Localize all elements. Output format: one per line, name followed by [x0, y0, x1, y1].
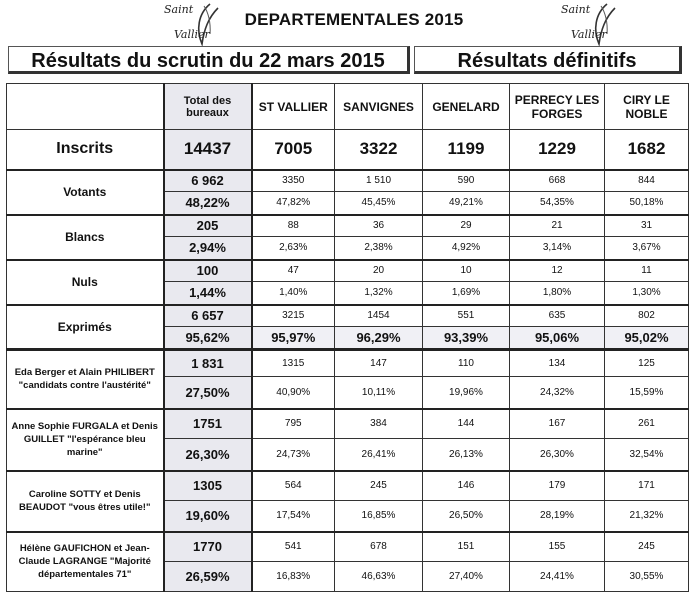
header-total: Total des bureaux — [164, 84, 252, 130]
candidate-2-count: 144 — [423, 409, 510, 439]
inscrits-label: Inscrits — [7, 130, 164, 170]
saint-vallier-logo-icon — [555, 0, 625, 50]
saint-vallier-logo-icon — [158, 0, 228, 50]
blancs-pct: 3,67% — [605, 237, 689, 260]
nuls-pct: 1,69% — [423, 282, 510, 305]
candidate-2-total-pct: 26,30% — [164, 439, 252, 471]
blancs-pct: 2,38% — [335, 237, 423, 260]
candidate-3-pct: 17,54% — [252, 501, 335, 532]
candidate-4-count: 245 — [605, 532, 689, 562]
header-sanvignes: SANVIGNES — [335, 84, 423, 130]
nuls-total: 100 — [164, 260, 252, 282]
nuls-pct: 1,32% — [335, 282, 423, 305]
candidate-4-count: 678 — [335, 532, 423, 562]
candidate-1-total-pct: 27,50% — [164, 377, 252, 409]
votants-label: Votants — [7, 170, 164, 215]
exprimes-label: Exprimés — [7, 305, 164, 350]
exprimes-pct: 96,29% — [335, 327, 423, 350]
candidate-4-pct: 16,83% — [252, 562, 335, 592]
candidate-4-pct: 27,40% — [423, 562, 510, 592]
blancs-label: Blancs — [7, 215, 164, 260]
votants-total-pct: 48,22% — [164, 192, 252, 215]
candidate-2-count: 795 — [252, 409, 335, 439]
blancs-count-row — [7, 215, 689, 237]
exprimes-pct: 95,97% — [252, 327, 335, 350]
nuls-pct: 1,30% — [605, 282, 689, 305]
candidate-4-pct: 30,55% — [605, 562, 689, 592]
candidate-3-label — [7, 471, 164, 532]
logo-line1: Saint — [164, 3, 194, 16]
candidate-1-pct: 10,11% — [335, 377, 423, 409]
candidate-4-total: 1770 — [164, 532, 252, 562]
candidate-4-count: 155 — [510, 532, 605, 562]
candidate-3-pct: 21,32% — [605, 501, 689, 532]
table-header-row — [7, 84, 689, 130]
document-title: DEPARTEMENTALES 2015 — [244, 10, 464, 29]
nuls-pct: 1,80% — [510, 282, 605, 305]
inscrits-total: 14437 — [164, 130, 252, 170]
candidate-3-count: 245 — [335, 471, 423, 501]
votants-pct: 50,18% — [605, 192, 689, 215]
blancs-pct: 4,92% — [423, 237, 510, 260]
candidate-3-pct: 28,19% — [510, 501, 605, 532]
election-results-table — [6, 83, 689, 592]
candidate-name-line: Hélène GAUFICHON et Jean- — [19, 543, 150, 555]
nuls-total-pct: 1,44% — [164, 282, 252, 305]
candidate-4-total-pct: 26,59% — [164, 562, 252, 592]
votants-count: 668 — [510, 170, 605, 192]
exprimes-count: 1454 — [335, 305, 423, 327]
logo-line1: Saint — [561, 3, 591, 16]
candidate-name-line: GUILLET "l'espérance bleu — [23, 434, 146, 445]
candidate-2-pct: 32,54% — [605, 439, 689, 471]
candidate-name-line: marine" — [66, 447, 103, 458]
votants-pct: 47,82% — [252, 192, 335, 215]
nuls-count: 11 — [605, 260, 689, 282]
candidate-2-total: 1751 — [164, 409, 252, 439]
candidate-3-count: 146 — [423, 471, 510, 501]
candidate-1-count: 125 — [605, 350, 689, 377]
candidate-name-line: Eda Berger et Alain PHILIBERT — [14, 367, 155, 379]
candidate-1-pct: 40,90% — [252, 377, 335, 409]
scrutin-date-banner: Résultats du scrutin du 22 mars 2015 — [8, 46, 410, 74]
candidate-2-count: 261 — [605, 409, 689, 439]
results-status-banner: Résultats définitifs — [414, 46, 682, 74]
votants-count: 3350 — [252, 170, 335, 192]
candidate-2-pct: 26,30% — [510, 439, 605, 471]
candidate-1-count: 1315 — [252, 350, 335, 377]
candidate-1-pct: 15,59% — [605, 377, 689, 409]
candidate-1-count: 134 — [510, 350, 605, 377]
candidate-name-line: Claude LAGRANGE "Majorité — [18, 556, 151, 568]
exprimes-pct: 95,02% — [605, 327, 689, 350]
blancs-count: 29 — [423, 215, 510, 237]
candidate-1-pct: 24,32% — [510, 377, 605, 409]
blancs-pct: 3,14% — [510, 237, 605, 260]
candidate-3-total: 1305 — [164, 471, 252, 501]
blancs-count: 88 — [252, 215, 335, 237]
logo-line2: Vallier — [174, 28, 210, 41]
blancs-count: 31 — [605, 215, 689, 237]
inscrits-value: 1229 — [510, 130, 605, 170]
candidate-2-count: 384 — [335, 409, 423, 439]
exprimes-total: 6 657 — [164, 305, 252, 327]
nuls-label: Nuls — [7, 260, 164, 305]
nuls-count: 10 — [423, 260, 510, 282]
candidate-1-total: 1 831 — [164, 350, 252, 377]
candidate-2-pct: 26,41% — [335, 439, 423, 471]
header-genelard: GENELARD — [423, 84, 510, 130]
candidate-name-line: départementales 71" — [38, 569, 132, 581]
candidate-2-count: 167 — [510, 409, 605, 439]
votants-total: 6 962 — [164, 170, 252, 192]
exprimes-count: 3215 — [252, 305, 335, 327]
candidate-3-pct: 26,50% — [423, 501, 510, 532]
candidate-3-count-row — [7, 471, 689, 501]
candidate-3-pct: 16,85% — [335, 501, 423, 532]
nuls-count: 20 — [335, 260, 423, 282]
votants-pct: 45,45% — [335, 192, 423, 215]
candidate-3-total-pct: 19,60% — [164, 501, 252, 532]
votants-count: 590 — [423, 170, 510, 192]
nuls-count: 47 — [252, 260, 335, 282]
blancs-count: 21 — [510, 215, 605, 237]
exprimes-count: 802 — [605, 305, 689, 327]
saint-vallier-logo-left — [158, 0, 228, 50]
exprimes-pct: 93,39% — [423, 327, 510, 350]
candidate-2-pct: 26,13% — [423, 439, 510, 471]
candidate-3-count: 179 — [510, 471, 605, 501]
exprimes-count: 635 — [510, 305, 605, 327]
candidate-4-label — [7, 532, 164, 592]
candidate-name-line: Anne Sophie FURGALA et Denis — [11, 421, 158, 432]
header-st-vallier: ST VALLIER — [252, 84, 335, 130]
candidate-4-count: 541 — [252, 532, 335, 562]
exprimes-total-pct: 95,62% — [164, 327, 252, 350]
votants-pct: 49,21% — [423, 192, 510, 215]
votants-count: 1 510 — [335, 170, 423, 192]
candidate-1-label — [7, 350, 164, 409]
inscrits-value: 7005 — [252, 130, 335, 170]
nuls-count-row — [7, 260, 689, 282]
candidate-3-count: 171 — [605, 471, 689, 501]
nuls-count: 12 — [510, 260, 605, 282]
blancs-count: 36 — [335, 215, 423, 237]
votants-count: 844 — [605, 170, 689, 192]
votants-count-row — [7, 170, 689, 192]
nuls-pct: 1,40% — [252, 282, 335, 305]
candidate-4-count-row — [7, 532, 689, 562]
saint-vallier-logo-right — [555, 0, 625, 50]
candidate-2-count-row — [7, 409, 689, 439]
exprimes-pct: 95,06% — [510, 327, 605, 350]
candidate-4-pct: 24,41% — [510, 562, 605, 592]
header-perrecy: PERRECY LES FORGES — [510, 84, 605, 130]
candidate-name-line: Caroline SOTTY et Denis — [28, 489, 141, 500]
exprimes-count-row — [7, 305, 689, 327]
candidate-name-line: "candidats contre l'austérité" — [18, 380, 151, 392]
inscrits-row — [7, 130, 689, 170]
candidate-2-pct: 24,73% — [252, 439, 335, 471]
blancs-total-pct: 2,94% — [164, 237, 252, 260]
candidate-1-count: 110 — [423, 350, 510, 377]
votants-pct: 54,35% — [510, 192, 605, 215]
exprimes-count: 551 — [423, 305, 510, 327]
header-empty-cell — [7, 84, 164, 130]
blancs-pct: 2,63% — [252, 237, 335, 260]
candidate-4-pct: 46,63% — [335, 562, 423, 592]
candidate-1-count-row — [7, 350, 689, 377]
blancs-total: 205 — [164, 215, 252, 237]
inscrits-value: 3322 — [335, 130, 423, 170]
candidate-1-count: 147 — [335, 350, 423, 377]
header-ciry: CIRY LE NOBLE — [605, 84, 689, 130]
logo-line2: Vallier — [571, 28, 607, 41]
candidate-name-line: BEAUDOT "vous êtres utile!" — [19, 502, 151, 513]
candidate-2-label — [7, 409, 164, 471]
inscrits-value: 1199 — [423, 130, 510, 170]
candidate-3-count: 564 — [252, 471, 335, 501]
candidate-1-pct: 19,96% — [423, 377, 510, 409]
inscrits-value: 1682 — [605, 130, 689, 170]
candidate-4-count: 151 — [423, 532, 510, 562]
